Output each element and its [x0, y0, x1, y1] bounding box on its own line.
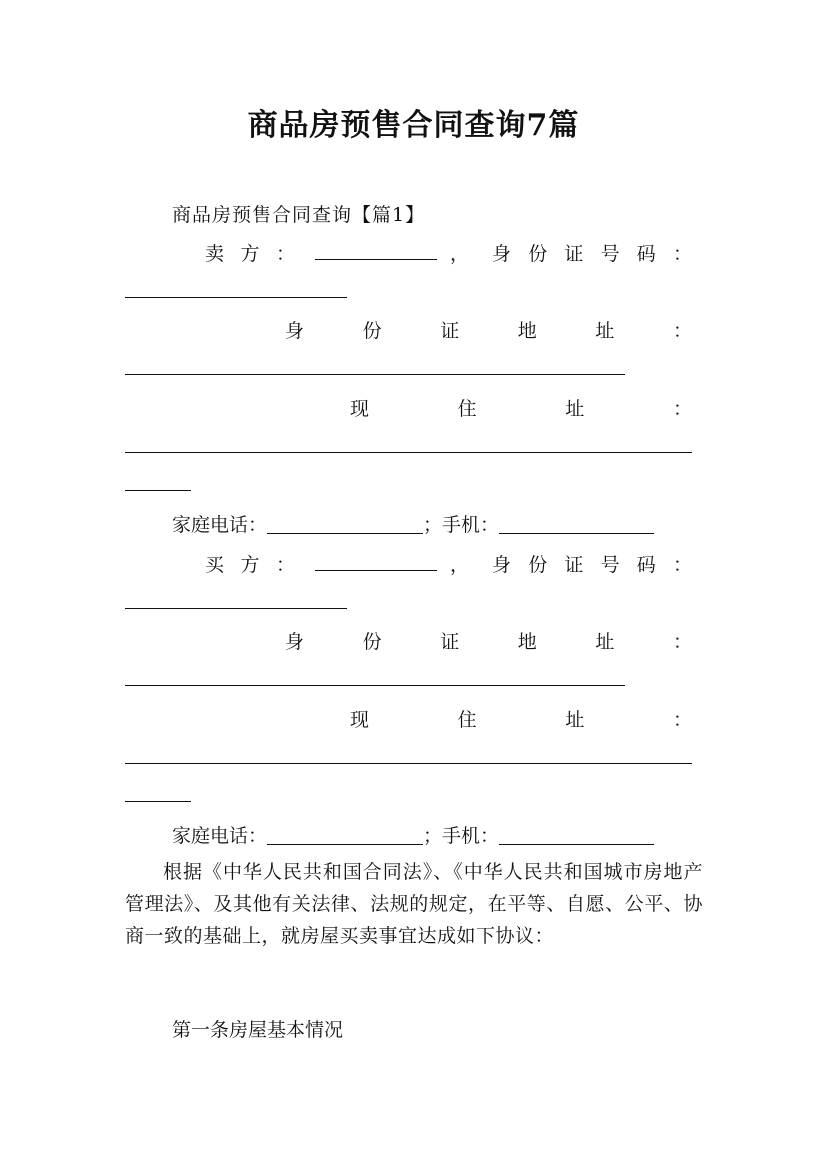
id-address-char: 身 — [285, 320, 305, 342]
id-number-char: 份 — [528, 554, 548, 576]
id-address-char: ： — [672, 320, 692, 342]
id-address-label — [285, 316, 692, 343]
seller-mobile-blank[interactable] — [499, 515, 654, 534]
buyer-label — [205, 550, 295, 577]
current-address-char: 址 — [565, 398, 585, 420]
current-address-char: 址 — [565, 709, 585, 731]
current-address-label — [350, 394, 692, 421]
id-number-char: 码 — [636, 554, 656, 576]
current-address-char: 现 — [350, 709, 370, 731]
buyer-id-address-blank[interactable] — [125, 685, 625, 686]
home-phone-label: 家庭电话： — [172, 514, 268, 536]
buyer-id-number-blank[interactable] — [125, 608, 347, 609]
id-number-char: 身 — [492, 243, 512, 265]
id-address-char: 地 — [517, 631, 537, 653]
article-1-heading: 第一条房屋基本情况 — [172, 1019, 344, 1041]
seller-current-address-blank-cont[interactable] — [125, 490, 191, 491]
id-address-char: ： — [672, 631, 692, 653]
id-address-char: 份 — [362, 631, 382, 653]
id-address-char: 址 — [595, 320, 615, 342]
id-address-char: 身 — [285, 631, 305, 653]
id-number-label — [492, 550, 692, 577]
current-address-char: ： — [672, 398, 692, 420]
seller-home-phone-blank[interactable] — [267, 515, 423, 534]
id-number-char: 身 — [492, 554, 512, 576]
id-number-char: 份 — [528, 243, 548, 265]
mobile-label: 手机： — [442, 514, 500, 536]
buyer-name-blank[interactable] — [315, 570, 437, 571]
buyer-mobile-blank[interactable] — [499, 826, 654, 845]
seller-phone-line — [172, 510, 654, 537]
id-address-label — [285, 627, 692, 654]
buyer-char: 方 — [240, 554, 260, 576]
current-address-char: ： — [672, 709, 692, 731]
seller-id-number-blank[interactable] — [125, 297, 347, 298]
buyer-current-address-blank[interactable] — [125, 763, 692, 764]
seller-char: 卖 — [205, 243, 225, 265]
current-address-label — [350, 705, 692, 732]
comma: ， — [450, 243, 470, 265]
buyer-char: 买 — [205, 554, 225, 576]
buyer-current-address-blank-cont[interactable] — [125, 801, 191, 802]
seller-name-blank[interactable] — [315, 259, 437, 260]
id-number-char: 号 — [600, 243, 620, 265]
id-address-char: 份 — [362, 320, 382, 342]
section-heading: 商品房预售合同查询【篇1】 — [172, 204, 426, 226]
seller-label — [205, 239, 295, 266]
document-title: 商品房预售合同查询7篇 — [247, 108, 580, 143]
id-address-char: 证 — [440, 320, 460, 342]
id-number-char: 码 — [636, 243, 656, 265]
id-address-char: 地 — [517, 320, 537, 342]
current-address-char: 现 — [350, 398, 370, 420]
preamble-paragraph: 根据《中华人民共和国合同法》、《中华人民共和国城市房地产管理法》、及其他有关法律、法规的规定，在平等、自愿、公平、协商一致的基础上，就房屋买卖事宜达成如下协议： — [125, 861, 703, 947]
seller-char: 方 — [240, 243, 260, 265]
id-address-char: 证 — [440, 631, 460, 653]
mobile-label: 手机： — [442, 825, 500, 847]
seller-id-address-blank[interactable] — [125, 374, 625, 375]
buyer-phone-line — [172, 821, 654, 848]
seller-char: ： — [275, 243, 295, 265]
buyer-home-phone-blank[interactable] — [267, 826, 423, 845]
current-address-char: 住 — [457, 398, 477, 420]
id-number-char: 证 — [564, 554, 584, 576]
id-number-char: ： — [672, 554, 692, 576]
semicolon: ； — [423, 825, 443, 847]
id-number-char: 号 — [600, 554, 620, 576]
id-number-char: 证 — [564, 243, 584, 265]
seller-current-address-blank[interactable] — [125, 452, 692, 453]
home-phone-label: 家庭电话： — [172, 825, 268, 847]
current-address-char: 住 — [457, 709, 477, 731]
buyer-char: ： — [275, 554, 295, 576]
id-number-char: ： — [672, 243, 692, 265]
semicolon: ； — [423, 514, 443, 536]
comma: ， — [450, 554, 470, 576]
id-address-char: 址 — [595, 631, 615, 653]
id-number-label — [492, 239, 692, 266]
